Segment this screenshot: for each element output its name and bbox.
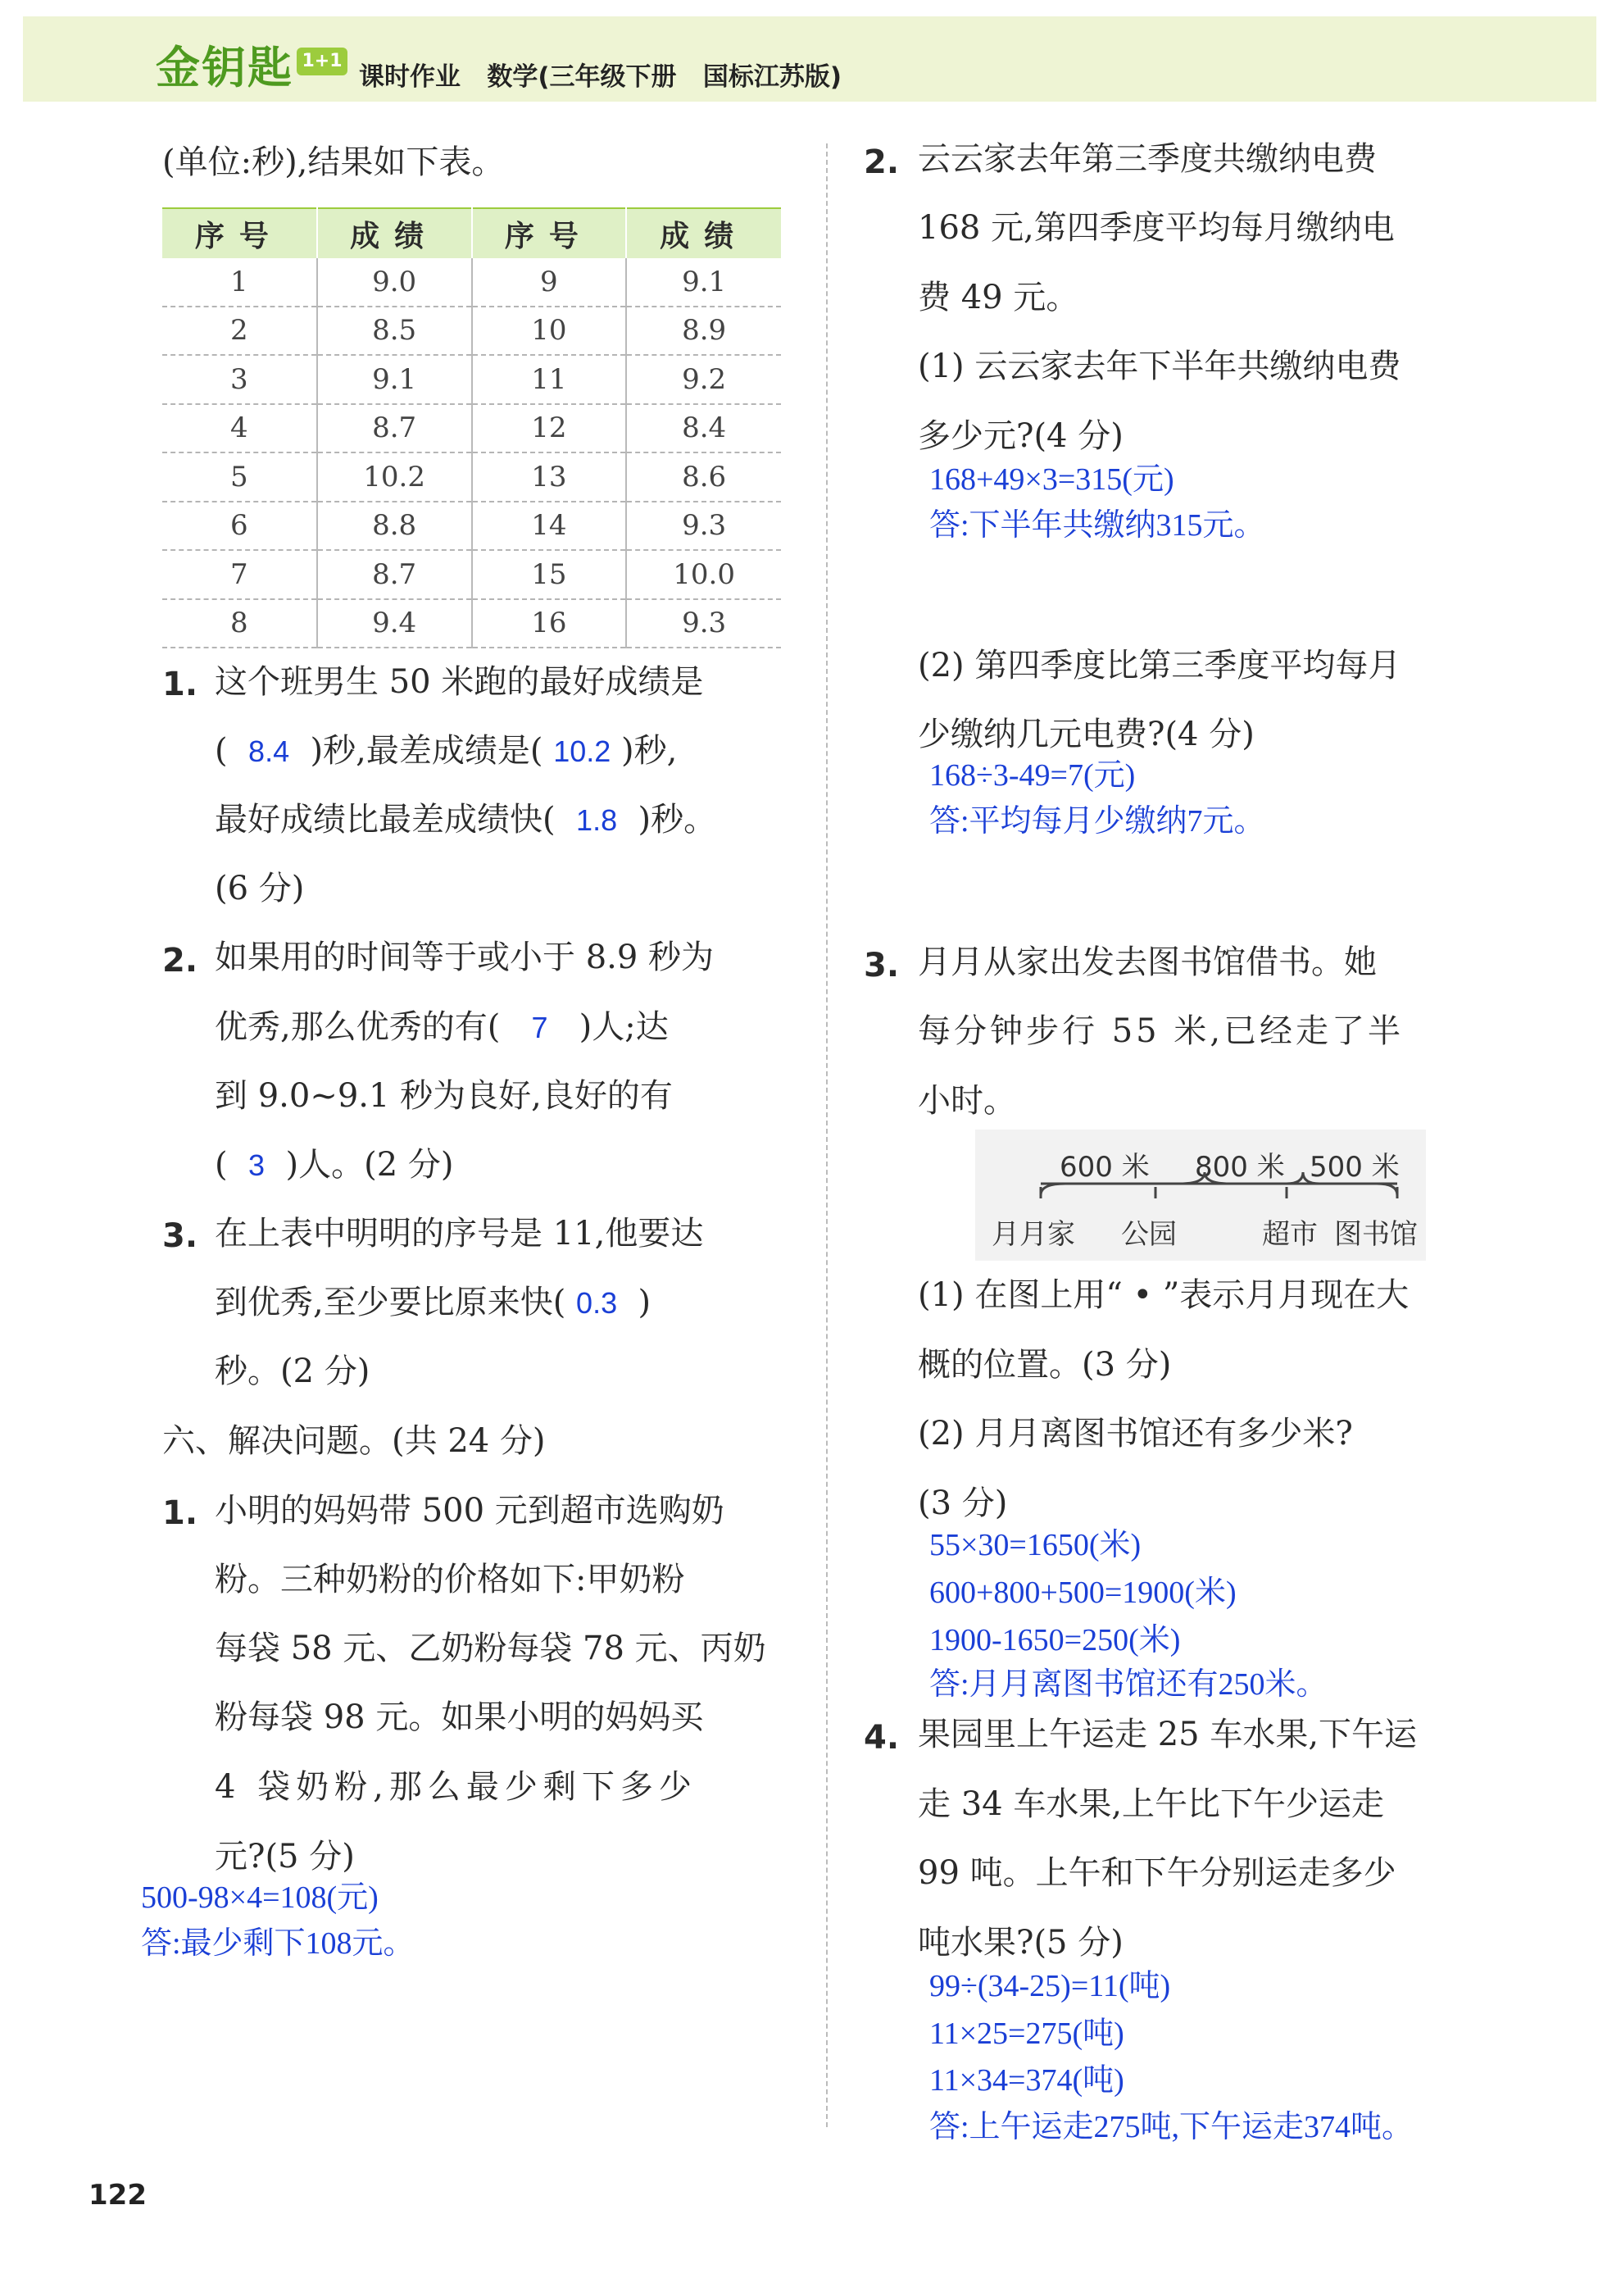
answer-blank: 7 — [531, 1011, 548, 1044]
brand-badge: 1+1 — [297, 48, 347, 75]
question-text-part: 到优秀,至少要比原来快( — [215, 1284, 566, 1321]
table-row — [162, 502, 781, 551]
question-number: 4. — [864, 1719, 900, 1757]
table-cell: 9.0 — [317, 258, 472, 307]
table-cell: 8.4 — [626, 404, 781, 453]
score-table — [162, 207, 781, 648]
page-number: 122 — [89, 2179, 147, 2212]
question-text-part: )秒,最差成绩是( — [310, 732, 543, 770]
column-header: 序号 — [162, 208, 317, 258]
question-text — [215, 1286, 651, 1319]
table-row — [162, 404, 781, 453]
question-text: 99 吨。上午和下午分别运走多少 — [918, 1854, 1396, 1892]
question-text-part: )人;达 — [579, 1008, 669, 1046]
brand-logo: 金钥匙 — [156, 42, 293, 93]
table-cell: 8.7 — [317, 404, 472, 453]
answer-blank: 8.4 — [248, 734, 290, 768]
table-cell: 10.0 — [626, 550, 781, 599]
answer-blank: 1.8 — [576, 803, 618, 837]
question-text-part: )人。(2 分) — [285, 1146, 454, 1184]
question-text-part: )秒, — [620, 732, 678, 770]
table-cell: 1 — [162, 258, 317, 307]
distance-label: 600 米 — [1060, 1151, 1150, 1184]
answer-blank: 10.2 — [553, 734, 611, 768]
table-row — [162, 599, 781, 648]
answer-line: 168+49×3=315(元) — [929, 462, 1174, 497]
answer-line: 500-98×4=108(元) — [141, 1880, 379, 1915]
table-cell: 12 — [472, 404, 627, 453]
answer-line: 99÷(34-25)=11(吨) — [929, 1969, 1171, 2003]
table-cell: 8.7 — [317, 550, 472, 599]
question-number: 1. — [162, 666, 198, 703]
section-heading: 六、解决问题。(共 24 分) — [162, 1422, 546, 1460]
question-score: 吨水果?(5 分) — [918, 1924, 1124, 1962]
table-cell: 15 — [472, 550, 627, 599]
table-cell: 5 — [162, 452, 317, 502]
answer-line: 55×30=1650(米) — [929, 1528, 1142, 1562]
question-number: 3. — [864, 947, 900, 984]
table-cell: 8.5 — [317, 307, 472, 356]
table-intro: (单位:秒),结果如下表。 — [162, 143, 505, 181]
table-cell: 9.1 — [317, 355, 472, 404]
table-row — [162, 550, 781, 599]
column-header: 成绩 — [626, 208, 781, 258]
question-text: 每袋 58 元、乙奶粉每袋 78 元、丙奶 — [215, 1630, 766, 1667]
question-text-part: )秒。 — [638, 801, 717, 839]
question-text — [215, 1146, 454, 1184]
table-header-row — [162, 208, 781, 258]
sub-question: (3 分) — [918, 1484, 1008, 1522]
question-number: 3. — [162, 1217, 198, 1255]
question-text: 费 49 元。 — [918, 279, 1079, 316]
question-number: 1. — [162, 1494, 198, 1532]
table-cell: 16 — [472, 599, 627, 648]
sub-question: (2) 月月离图书馆还有多少米? — [918, 1415, 1353, 1453]
answer-line: 答:上午运走275吨,下午运走374吨。 — [929, 2110, 1414, 2144]
table-row — [162, 452, 781, 502]
table-row — [162, 258, 781, 307]
question-number: 2. — [864, 143, 900, 181]
question-text: 月月从家出发去图书馆借书。她 — [918, 943, 1377, 981]
question-text — [215, 801, 717, 839]
answer-line: 答:月月离图书馆还有250米。 — [929, 1667, 1328, 1702]
place-label: 月月家 — [992, 1218, 1075, 1251]
table-cell: 2 — [162, 307, 317, 356]
answer-line: 600+800+500=1900(米) — [929, 1575, 1237, 1610]
table-cell: 9 — [472, 258, 627, 307]
question-text — [215, 732, 678, 770]
paren: ( — [215, 1146, 228, 1184]
question-text-part: 优秀,那么优秀的有( — [215, 1008, 501, 1046]
answer-line: 答:最少剩下108元。 — [141, 1926, 415, 1961]
answer-line: 答:平均每月少缴纳7元。 — [929, 804, 1265, 839]
table-cell: 9.3 — [626, 599, 781, 648]
sub-question: (1) 云云家去年下半年共缴纳电费 — [918, 348, 1401, 385]
question-text: 每分钟步行 55 米,已经走了半 — [918, 1012, 1405, 1050]
question-text: 这个班男生 50 米跑的最好成绩是 — [215, 663, 704, 701]
table-cell: 8.8 — [317, 502, 472, 551]
answer-line: 11×25=275(吨) — [929, 2016, 1124, 2051]
question-text: 168 元,第四季度平均每月缴纳电 — [918, 209, 1395, 247]
answer-blank: 3 — [248, 1148, 266, 1182]
table-cell: 14 — [472, 502, 627, 551]
table-cell: 3 — [162, 355, 317, 404]
answer-line: 11×34=374(吨) — [929, 2063, 1124, 2098]
table-cell: 9.1 — [626, 258, 781, 307]
place-label: 图书馆 — [1334, 1218, 1418, 1251]
table-cell: 4 — [162, 404, 317, 453]
table-cell: 10.2 — [317, 452, 472, 502]
sub-question: 多少元?(4 分) — [918, 417, 1124, 455]
table-cell: 8.9 — [626, 307, 781, 356]
table-cell: 9.2 — [626, 355, 781, 404]
table-cell: 13 — [472, 452, 627, 502]
answer-blank: 0.3 — [576, 1286, 618, 1320]
question-text: 粉。三种奶粉的价格如下:甲奶粉 — [215, 1561, 685, 1598]
table-cell: 11 — [472, 355, 627, 404]
question-text-part: 最好成绩比最差成绩快( — [215, 801, 556, 839]
table-cell: 6 — [162, 502, 317, 551]
sub-question: (2) 第四季度比第三季度平均每月 — [918, 647, 1401, 684]
distance-label: 800 米 — [1195, 1151, 1285, 1184]
table-cell: 10 — [472, 307, 627, 356]
answer-line: 168÷3-49=7(元) — [929, 758, 1136, 793]
paren: ( — [215, 732, 228, 770]
table-cell: 7 — [162, 550, 317, 599]
question-text: 小时。 — [918, 1082, 1016, 1120]
question-score: (6 分) — [215, 870, 305, 907]
distance-label: 500 米 — [1310, 1151, 1400, 1184]
column-header: 序号 — [472, 208, 627, 258]
table-cell: 8.6 — [626, 452, 781, 502]
book-title: 课时作业 数学(三年级下册 国标江苏版) — [359, 62, 842, 92]
sub-question: 概的位置。(3 分) — [918, 1346, 1172, 1384]
table-cell: 8 — [162, 599, 317, 648]
question-text — [215, 1008, 669, 1046]
question-text-part: ) — [638, 1284, 651, 1321]
question-text: 在上表中明明的序号是 11,他要达 — [215, 1215, 704, 1253]
place-label: 超市 — [1262, 1218, 1318, 1251]
table-cell: 9.3 — [626, 502, 781, 551]
table-cell: 9.4 — [317, 599, 472, 648]
question-text: 如果用的时间等于或小于 8.9 秒为 — [215, 939, 715, 976]
question-text: 果园里上午运走 25 车水果,下午运 — [918, 1716, 1418, 1753]
question-text: 小明的妈妈带 500 元到超市选购奶 — [215, 1492, 724, 1530]
question-number: 2. — [162, 942, 198, 980]
answer-line: 1900-1650=250(米) — [929, 1623, 1181, 1657]
sub-question: 少缴纳几元电费?(4 分) — [918, 716, 1255, 753]
question-text: 走 34 车水果,上午比下午少运走 — [918, 1785, 1385, 1823]
question-text: 云云家去年第三季度共缴纳电费 — [918, 140, 1377, 178]
table-row — [162, 307, 781, 356]
question-score: 元?(5 分) — [215, 1838, 355, 1875]
question-score: 秒。(2 分) — [215, 1353, 370, 1390]
column-divider — [826, 143, 828, 2127]
sub-question: (1) 在图上用“ • ”表示月月现在大 — [918, 1276, 1410, 1314]
distance-diagram — [975, 1130, 1426, 1261]
column-header: 成绩 — [317, 208, 472, 258]
answer-line: 答:下半年共缴纳315元。 — [929, 508, 1265, 543]
question-text: 到 9.0~9.1 秒为良好,良好的有 — [215, 1077, 673, 1115]
place-label: 公园 — [1121, 1218, 1177, 1251]
table-row — [162, 355, 781, 404]
question-text: 粉每袋 98 元。如果小明的妈妈买 — [215, 1698, 704, 1736]
question-text: 4 袋奶粉,那么最少剩下多少 — [215, 1768, 697, 1806]
